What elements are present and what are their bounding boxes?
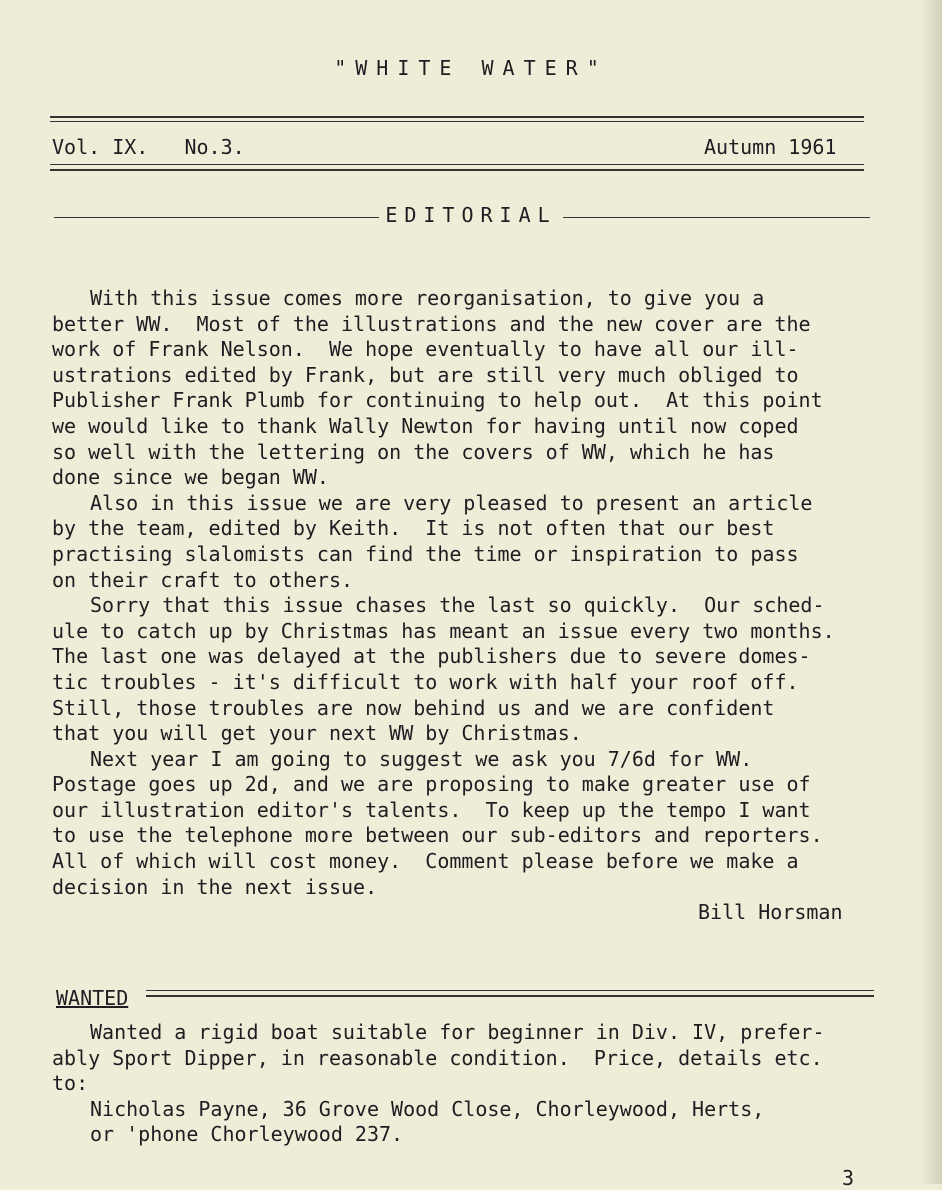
editorial-heading bbox=[0, 203, 942, 227]
text-line: Postage goes up 2d, and we are proposing to make greater use of bbox=[52, 772, 811, 797]
text-line: work of Frank Nelson. We hope eventually to have all our ill- bbox=[52, 337, 799, 362]
text-line: Also in this issue we are very pleased to present an article bbox=[90, 490, 813, 515]
header-rule-bottom-2 bbox=[50, 169, 864, 171]
text-line: done since we began WW. bbox=[52, 465, 329, 490]
text-line: Next year I am going to suggest we ask you 7/6d for WW. bbox=[90, 746, 753, 771]
text-line: Still, those troubles are now behind us and we are confident bbox=[52, 695, 775, 720]
text-line: ably Sport Dipper, in reasonable condition. Price, details etc. bbox=[52, 1045, 823, 1070]
text-line: ule to catch up by Christmas has meant an issue every two months. bbox=[52, 618, 835, 643]
text-line: we would like to thank Wally Newton for having until now coped bbox=[52, 413, 799, 438]
text-line: All of which will cost money. Comment please before we make a bbox=[52, 849, 799, 874]
text-line: on their craft to others. bbox=[52, 567, 354, 592]
contact-line: Nicholas Payne, 36 Grove Wood Close, Chorleywood, Herts, bbox=[90, 1096, 765, 1121]
wanted-rule-top bbox=[146, 990, 874, 991]
text-line: better WW. Most of the illustrations and the new cover are the bbox=[52, 311, 811, 336]
editorial-paragraph-4 bbox=[52, 747, 902, 901]
editorial-paragraph-3 bbox=[52, 593, 902, 747]
text-line: decision in the next issue. bbox=[52, 874, 378, 899]
text-line: Sorry that this issue chases the last so quickly. Our sched- bbox=[90, 593, 825, 618]
text-line: The last one was delayed at the publishers due to severe domes- bbox=[52, 644, 811, 669]
text-line: With this issue comes more reorganisation, to give you a bbox=[90, 286, 765, 310]
header-rule-top bbox=[50, 116, 864, 118]
text-line: by the team, edited by Keith. It is not often that our best bbox=[52, 516, 775, 541]
contact-line: or 'phone Chorleywood 237. bbox=[90, 1122, 404, 1147]
editorial-body bbox=[52, 286, 902, 900]
text-line: practising slalomists can find the time or inspiration to pass bbox=[52, 541, 799, 566]
text-line: Wanted a rigid boat suitable for beginner in Div. IV, prefer- bbox=[90, 1020, 825, 1044]
page-number: 3 bbox=[842, 1166, 855, 1190]
editorial-heading-text: EDITORIAL bbox=[379, 203, 562, 227]
issue-number: No.3. bbox=[184, 135, 245, 159]
wanted-notice bbox=[52, 1020, 912, 1097]
text-line: ustrations edited by Frank, but are still very much obliged to bbox=[52, 362, 799, 387]
issue-volume-number bbox=[52, 135, 245, 159]
text-line: tic troubles - it's difficult to work with half your roof off. bbox=[52, 669, 799, 694]
text-line: to use the telephone more between our sub-editors and reporters. bbox=[52, 823, 823, 848]
text-line: so well with the lettering on the covers of WW, which he has bbox=[52, 439, 775, 464]
issue-date: Autumn 1961 bbox=[704, 135, 837, 159]
wanted-body bbox=[52, 1020, 912, 1148]
editorial-signature: Bill Horsman bbox=[698, 900, 843, 924]
editorial-paragraph-2 bbox=[52, 491, 902, 593]
header-rule-bottom bbox=[50, 164, 864, 165]
masthead-title: "WHITE WATER" bbox=[334, 56, 608, 80]
text-line: to: bbox=[52, 1071, 89, 1096]
wanted-rule-bottom bbox=[146, 995, 874, 997]
text-line: Publisher Frank Plumb for continuing to help out. At this point bbox=[52, 388, 823, 413]
text-line: our illustration editor's talents. To keep up the tempo I want bbox=[52, 797, 811, 822]
wanted-section-label: WANTED bbox=[56, 986, 129, 1010]
wanted-contact bbox=[52, 1097, 912, 1148]
header-rule-top-2 bbox=[50, 121, 864, 122]
text-line: that you will get your next WW by Christmas. bbox=[52, 721, 582, 746]
editorial-paragraph-1 bbox=[52, 286, 902, 491]
issue-volume: Vol. IX. bbox=[52, 135, 149, 159]
